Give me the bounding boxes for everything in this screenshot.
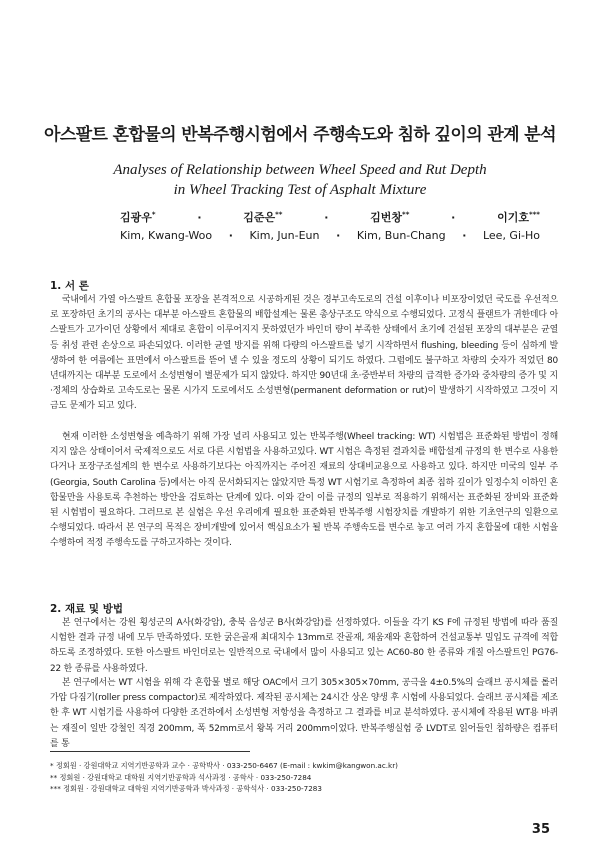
intro-paragraph-2: 현재 이러한 소성변형을 예측하기 위해 가장 널리 사용되고 있는 반복주행(Wheel tracking: WT) 시험법은 표준화된 방법이 정해지지 않은 상태이어서 국제적으로도 서로 다른 시험법을 사용하고있다. WT 시험은 측정된 결과치를 배합설계 규정의 한 변수로 사용한다거나 포장구조설계의 한 변수로 사용하기보다는 아직까지는 주어진 재료의 상대비교용으로 사용하고 있다. 하지만 미국의 일부 주(Georgia, South Carolina 등)에서는 아직 문서화되지는 않았지만 특정 WT 시험기로 측정하여 최종 침하 깊이가 일정수치 이하인 혼합물만을 사용토록 추천하는 방안을 검토하는 단계에 있다. 이와 같이 이를 규정의 일부로 적용하기 위해서는 표준화된 장비와 표준화된 시험법이 필요하다. 그러므로 본 실험은 우선 우리에게 필요한 표준화된 반복주행 시험장치를 개발하기 위한 기초연구의 일환으로 수행되었다. 따라서 본 연구의 목적은 장비개발에 있어서 핵심요소가 될 반복 주행속도를 변수로 놓고 여러 가지 혼합물에 대한 시험을 수행하여 적정 주행속도를 구하고자하는 것이다.	[50, 432, 558, 549]
author-ko-2: 김준은**	[243, 210, 283, 224]
author-separator: ·	[197, 210, 202, 224]
materials-paragraph-2: 본 연구에서는 WT 시험을 위해 각 혼합물 별로 해당 OAC에서 크기 305×305×70mm, 공극을 4±0.5%의 슬래브 공시체를 롤러 가압 다짐기(roller press compactor)로 제작하였다. 제작된 공시체는 24시간 상온 양생 후 시험에 사용되었다. 슬래브 공시체를 제조한 후 WT 시험기를 사용하여 다양한 조건하에서 소성변형 저항성을 측정하고 그 결과를 비교 분석하였다. 공시체에 작용된 WT용 바퀴는 재질이 일반 강철인 직경 200mm, 폭 52mm로서 왕복 거리 200mm이었다. 반복주행실험 중 LVDT로 읽어들인 침하량은 컴퓨터를 통	[50, 678, 558, 749]
author-separator: ·	[228, 228, 233, 242]
section-heading-introduction: 1. 서 론	[50, 280, 89, 292]
author-separator: ·	[324, 210, 329, 224]
author-separator: ·	[336, 228, 341, 242]
materials-paragraph-1: 본 연구에서는 강원 횡성군의 A사(화강암), 충북 음성군 B사(화강암)를 선정하였다. 이들을 각기 KS F에 규정된 방법에 따라 품질 시험한 결과 규정 내에 모두 만족하였다. 또한 굵은골재 최대치수 13mm로 잔골재, 채움재와 혼합하여 건설교통부 밀입도 규격에 적합하도록 조정하였다. 또한 아스팔트 바인더로는 일반적으로 국내에서 많이 사용되고 있는 AC60-80 한 종류와 개질 아스팔트인 PG76-22 한 종류를 사용하였다.	[50, 618, 558, 674]
author-en-4: Lee, Gi-Ho	[482, 228, 540, 242]
author-en-2: Kim, Jun-Eun	[249, 228, 320, 242]
section-heading-materials: 2. 재료 및 방법	[50, 603, 123, 615]
title-english-line-1: Analyses of Relationship between Wheel Speed and Rut Depth	[113, 162, 487, 178]
footnote-divider	[50, 751, 250, 752]
author-en-3: Kim, Bun-Chang	[356, 228, 446, 242]
author-names-english	[120, 226, 540, 244]
author-ko-3: 김번창**	[370, 210, 410, 224]
author-separator: ·	[451, 210, 456, 224]
footnotes	[50, 760, 558, 795]
paper-title-korean: 아스팔트 혼합물의 반복주행시험에서 주행속도와 침하 깊이의 관계 분석	[44, 125, 556, 145]
footnote-2: ** 정회원 · 강원대학교 대학원 지역기반공학과 석사과정 · 공학사 · 033-250-7284	[50, 772, 312, 782]
footnote-3: *** 정회원 · 강원대학교 대학원 지역기반공학과 박사과정 · 공학석사 · 033-250-7283	[50, 784, 322, 793]
author-separator: ·	[462, 228, 467, 242]
author-block	[120, 208, 540, 244]
author-ko-1: 김광우*	[120, 210, 156, 224]
footnote-1: * 정회원 · 강원대학교 지역기반공학과 교수 · 공학박사 · 033-250-6467 (E-mail : kwkim@kangwon.ac.kr)	[50, 761, 398, 770]
paper-title-english	[0, 160, 600, 200]
author-names-korean	[120, 208, 540, 226]
page-number: 35	[531, 822, 550, 837]
intro-paragraph-1: 국내에서 가열 아스팔트 혼합물 포장을 본격적으로 시공하게된 것은 경부고속도로의 건설 이후이나 비포장이었던 국도를 우선적으로 포장하던 초기의 공사는 대부분 아스팔트 혼합물의 배합설계는 물론 총상구조도 약식으로 수행되었다. 고정식 플랜트가 귀한데다 아스팔트가 고가이던 상황에서 제대로 혼합이 이루어지지 못하였던가 바인더 량이 부족한 상태에서 초기에 건설된 포장의 대부분은 균열 등 취성 관련 손상으로 파손되었다. 이러한 균열 방지를 위해 다량의 아스팔트를 넣기 시작하면서 flushing, bleeding 등이 심하게 발생하여 한 여름에는 표면에서 아스팔트를 뜯어 낼 수 있을 정도의 상황이 되기도 하였다. 그럼에도 불구하고 차량의 숫자가 적었던 80년대까지는 대부분 도로에서 소성변형이 별문제가 되지 않았다. 하지만 90년대 초·중반부터 차량의 급격한 증가와 중차량의 증가 및 지·정체의 상습화로 고속도로는 물론 시가지 도로에서도 소성변형(permanent deformation or rut)이 발생하기 시작하였고 그것이 지금도 문제가 되고 있다.	[50, 295, 558, 412]
author-ko-4: 이기호***	[497, 210, 540, 224]
author-en-1: Kim, Kwang-Woo	[120, 228, 213, 242]
title-english-line-2: in Wheel Tracking Test of Asphalt Mixture	[173, 182, 427, 198]
